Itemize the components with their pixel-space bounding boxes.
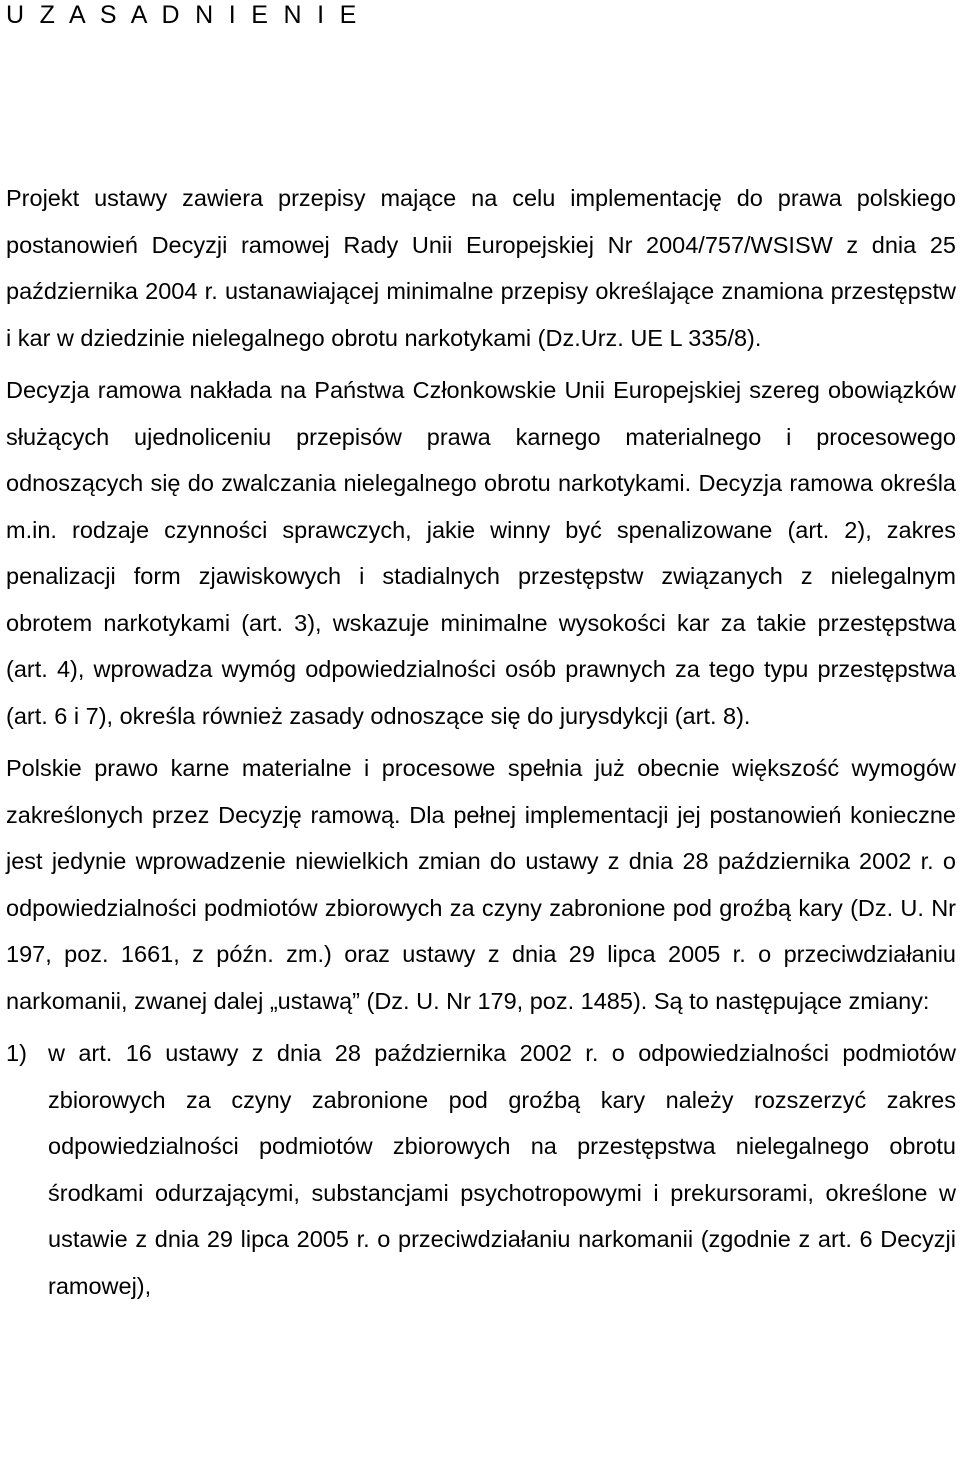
paragraph-intro: Projekt ustawy zawiera przepisy mające na celu implementację do prawa polskiego postanowień Decyzji ramowej Rady Unii Europejskiej Nr 2004/757/WSISW z dnia 25 października 2004 r. ustanawiającej minimalne przepisy określające znamiona przestępstw i kar w dziedzinie nielegalnego obrotu narkotykami (Dz.Urz. UE L 335/8).	[6, 185, 956, 351]
document-body	[6, 0, 956, 1309]
paragraph-polish-law: Polskie prawo karne materialne i procesowe spełnia już obecnie większość wymogów zakreślonych przez Decyzję ramową. Dla pełnej implementacji jej postanowień konieczne jest jedynie wprowadzenie niewielkich zmian do ustawy z dnia 28 października 2002 r. o odpowiedzialności podmiotów zbiorowych za czyny zabronione pod groźbą kary (Dz. U. Nr 197, poz. 1661, z późn. zm.) oraz ustawy z dnia 29 lipca 2005 r. o przeciwdziałaniu narkomanii, zwanej dalej „ustawą” (Dz. U. Nr 179, poz. 1485). Są to następujące zmiany:	[6, 755, 956, 1014]
list-item-number: 1)	[6, 1040, 27, 1066]
list-item	[6, 1030, 956, 1309]
list-item-text: w art. 16 ustawy z dnia 28 października 2002 r. o odpowiedzialności podmiotów zbiorowych za czyny zabronione pod groźbą kary należy rozszerzyć zakres odpowiedzialności podmiotów zbiorowych na przestępstwa nielegalnego obrotu środkami odurzającymi, substancjami psychotropowymi i prekursorami, określone w ustawie z dnia 29 lipca 2005 r. o przeciwdziałaniu narkomanii (zgodnie z art. 6 Decyzji ramowej),	[48, 1040, 956, 1299]
paragraph-framework-decision: Decyzja ramowa nakłada na Państwa Członkowskie Unii Europejskiej szereg obowiązków służących ujednoliceniu przepisów prawa karnego materialnego i procesowego odnoszących się do zwalczania nielegalnego obrotu narkotykami. Decyzja ramowa określa m.in. rodzaje czynności sprawczych, jakie winny być spenalizowane (art. 2), zakres penalizacji form zjawiskowych i stadialnych przestępstw związanych z nielegalnym obrotem narkotykami (art. 3), wskazuje minimalne wysokości kar za takie przestępstwa (art. 4), wprowadza wymóg odpowiedzialności osób prawnych za tego typu przestępstwa (art. 6 i 7), określa również zasady odnoszące się do jurysdykcji (art. 8).	[6, 377, 956, 729]
document-title: U Z A S A D N I E N I E	[6, 1, 361, 29]
